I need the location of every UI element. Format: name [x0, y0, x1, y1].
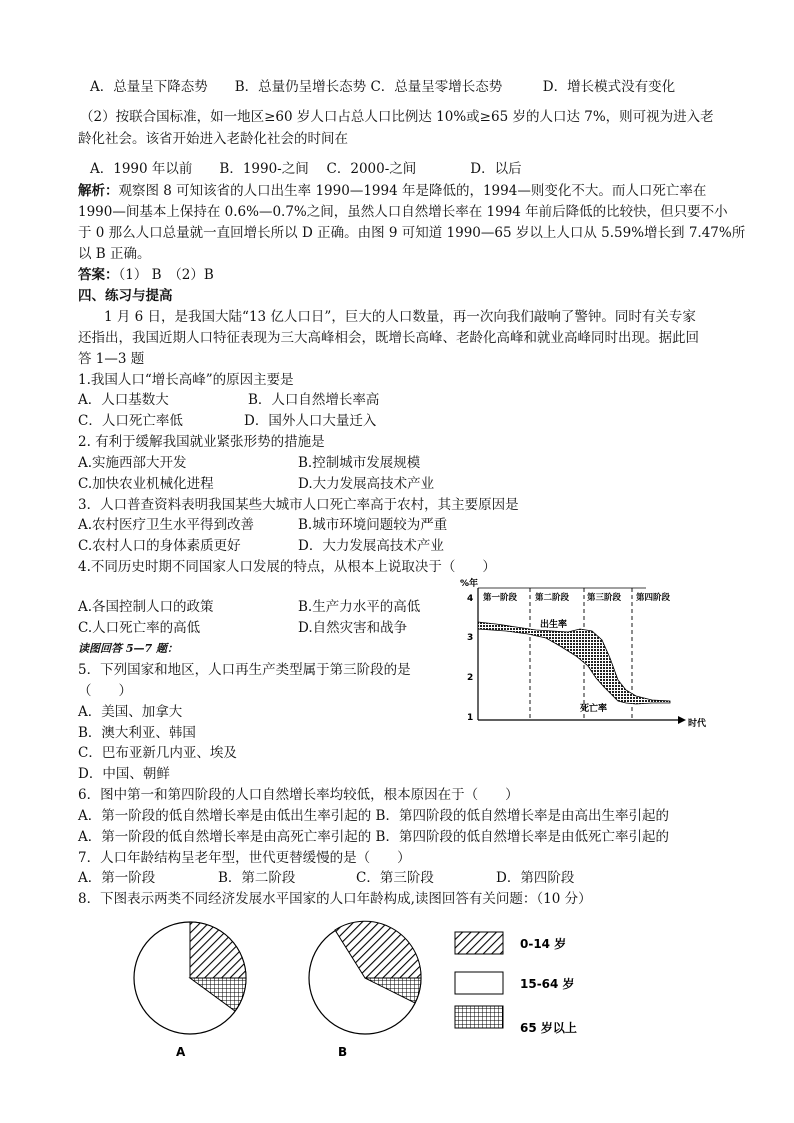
passage-line-2: 还指出，我国近期人口特征表现为三大高峰相会，既增长高峰、老龄化高峰和就业高峰同时出现。据此回 [78, 330, 699, 346]
analysis-line-4: 以 B 正确。 [78, 246, 151, 262]
q3-stem: 3．人口普查资料表明我国某些大城市人口死亡率高于农村，其主要原因是 [78, 497, 519, 513]
q7-option-b: B．第二阶段 [218, 870, 296, 886]
q6-stem: 6．图中第一和第四阶段的人口自然增长率均较低，根本原因在于（ ） [78, 787, 519, 803]
q5-blank: （ ） [78, 683, 132, 699]
q7-option-c: C．第三阶段 [356, 870, 434, 886]
population-stage-chart [456, 574, 706, 734]
legend-label-children: 0-14 岁 [520, 937, 567, 951]
q6-options-1: A．第一阶段的低自然增长率是由低出生率引起的 B．第四阶段的低自然增长率是由高出生率引起的 [78, 808, 669, 824]
pie-a-children [190, 922, 246, 978]
q5-stem: 5．下列国家和地区，人口再生产类型属于第三阶段的是 [78, 662, 411, 678]
x-axis-label: 时代 [688, 719, 706, 729]
q1-option-c: C．人口死亡率低 [78, 413, 183, 429]
q8-stem: 8．下图表示两类不同经济发展水平国家的人口年龄构成,读图回答有关问题：（10 分） [78, 891, 592, 907]
stage-label-1: 第一阶段 [483, 593, 518, 603]
pie-b-label: B [338, 1045, 348, 1059]
section-heading: 四、练习与提高 [78, 288, 173, 304]
stage-label-2: 第二阶段 [535, 593, 570, 603]
birth-rate-label: 出生率 [540, 620, 568, 630]
pie-a-label: A [176, 1045, 186, 1059]
q4-option-a: A.各国控制人口的政策 [78, 599, 214, 615]
q4-option-c: C.人口死亡率的高低 [78, 620, 201, 636]
answer-text: （1） B （2）B [118, 267, 214, 283]
legend-swatch-elderly [455, 1006, 503, 1028]
q3-option-d: D．大力发展高技术产业 [298, 538, 444, 554]
options-line-1: A．总量呈下降态势 B．总量仍呈增长态势 C．总量呈零增长态势 D．增长模式没有变化 [90, 79, 676, 95]
x-axis-arrow [678, 716, 686, 724]
q5-option-c: C．巴布亚新几内亚、埃及 [78, 745, 237, 761]
analysis-line-2: 1990—间基本上保持在 0.6%—0.7%之间，虽然人口自然增长率在 1994 年前后降低的比较快，但只要不小 [78, 204, 728, 220]
q7-option-a: A．第一阶段 [78, 870, 156, 886]
stage-label-4: 第四阶段 [636, 593, 671, 603]
y-tick-1: 1 [467, 713, 474, 723]
passage-line-3: 答 1—3 题 [78, 351, 145, 367]
legend-swatch-working [455, 972, 503, 994]
q5-option-b: B．澳大利亚、韩国 [78, 725, 196, 741]
q2-option-b: B.控制城市发展规模 [298, 455, 421, 471]
q2-stem: 2. 有利于缓解我国就业紧张形势的措施是 [78, 434, 325, 450]
analysis-text: 观察图 8 可知该省的人口出生率 1990—1994 年是降低的，1994—则变化不大。而人口死亡率在 [118, 183, 707, 199]
options-line-2: A．1990 年以前 B．1990-之间 C．2000-之间 D．以后 [90, 161, 522, 177]
q2-option-a: A.实施西部大开发 [78, 455, 187, 471]
q1-option-d: D．国外人口大量迁入 [244, 413, 377, 429]
q3-option-c: C.农村人口的身体素质更好 [78, 538, 241, 554]
q2-option-d: D.大力发展高技术产业 [298, 476, 435, 492]
q1-option-a: A．人口基数大 [78, 392, 169, 408]
q7-stem: 7．人口年龄结构呈老年型，世代更替缓慢的是（ ） [78, 850, 411, 866]
q1-option-b: B．人口自然增长率高 [248, 392, 380, 408]
analysis-line-1 [78, 182, 706, 200]
q4-option-b: B.生产力水平的高低 [298, 599, 421, 615]
q3-option-b: B.城市环境问题较为严重 [298, 517, 448, 533]
q1-stem: 1.我国人口“增长高峰”的原因主要是 [78, 372, 294, 388]
q4-stem: 4.不同历史时期不同国家人口发展的特点，从根本上说取决于（ ） [78, 559, 496, 575]
death-rate-label: 死亡率 [580, 704, 608, 714]
q4-option-d: D.自然灾害和战争 [298, 620, 408, 636]
q2-option-c: C.加快农业机械化进程 [78, 476, 214, 492]
legend-label-elderly: 65 岁以上 [520, 1021, 577, 1035]
pie-a [134, 922, 246, 1034]
age-structure-pies [130, 916, 610, 1066]
analysis-label: 解析： [78, 183, 119, 199]
q3-option-a: A.农村医疗卫生水平得到改善 [78, 517, 255, 533]
figure-instruction: 读图回答 5—7 题： [78, 642, 178, 655]
y-tick-3: 3 [467, 633, 474, 643]
answer-label: 答案： [78, 267, 119, 283]
answer-line [78, 266, 214, 284]
legend-swatch-children [455, 932, 503, 954]
question-2-line-2: 龄化社会。该省开始进入老龄化社会的时间在 [78, 131, 348, 147]
q7-option-d: D．第四阶段 [496, 870, 575, 886]
analysis-line-3: 于 0 那么人口总量就一直回增长所以 D 正确。由图 9 可知道 1990—65 岁以上人口从 5.59%增长到 7.47%所 [78, 225, 746, 241]
q6-options-2: A．第一阶段的低自然增长率是由高死亡率引起的 B．第四阶段的低自然增长率是由低死亡率引起的 [78, 829, 669, 845]
natural-increase-band [478, 622, 670, 704]
stage-label-3: 第三阶段 [587, 593, 622, 603]
legend-label-working: 15-64 岁 [520, 977, 575, 991]
y-tick-4: 4 [467, 594, 474, 604]
q5-option-a: A．美国、加拿大 [78, 704, 183, 720]
pie-legend [455, 932, 577, 1035]
q5-option-d: D．中国、朝鲜 [78, 766, 170, 782]
pie-b [309, 921, 421, 1034]
y-tick-2: 2 [467, 673, 474, 683]
question-2-line-1: （2）按联合国标准，如一地区≥60 岁人口占总人口比例达 10%或≥65 岁的人口达 7%，则可视为进入老 [80, 109, 714, 125]
y-unit-label: %年 [460, 579, 479, 589]
passage-line-1: 1 月 6 日，是我国大陆“13 亿人口日”，巨大的人口数量，再一次向我们敲响了警钟。同时有关专家 [104, 309, 696, 325]
